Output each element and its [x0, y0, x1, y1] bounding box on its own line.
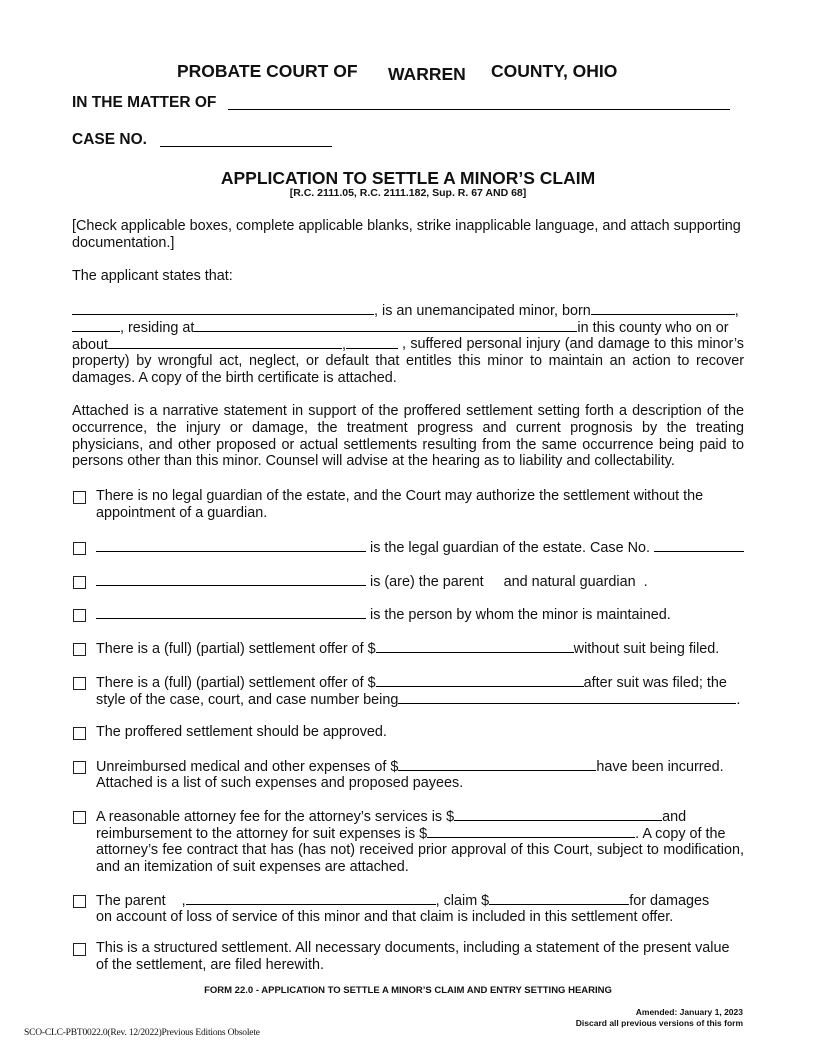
- offer-no-suit-amount-field[interactable]: [376, 640, 574, 653]
- page-title: APPLICATION TO SETTLE A MINOR’S CLAIM: [220, 168, 596, 188]
- footer-discard: Discard all previous versions of this form: [575, 1018, 743, 1028]
- checkbox-structured[interactable]: [73, 943, 86, 956]
- guardian-case-number-field[interactable]: [654, 539, 744, 552]
- item-attorney-line1: A reasonable attorney fee for the attorney’s services is $ and: [96, 809, 687, 825]
- parent-claimant-field[interactable]: [186, 892, 436, 905]
- checkbox-parent[interactable]: [73, 576, 86, 589]
- item-medical-line1: Unreimbursed medical and other expenses of $ have been incurred.: [96, 759, 724, 775]
- parent-name-field[interactable]: [96, 573, 366, 586]
- court-heading: [177, 61, 358, 82]
- court-prefix: PROBATE COURT OF: [177, 61, 358, 81]
- court-suffix: COUNTY, OHIO: [491, 61, 618, 81]
- attorney-fee-field[interactable]: [454, 808, 662, 821]
- maintainer-name-field[interactable]: [96, 606, 366, 619]
- birth-year-field[interactable]: [72, 319, 120, 332]
- footer-amended: Amended: January 1, 2023: [635, 1007, 743, 1017]
- matter-name-field[interactable]: [228, 109, 730, 110]
- offer-suit-amount-field[interactable]: [376, 674, 584, 687]
- checkbox-offer-suit[interactable]: [73, 677, 86, 690]
- minor-line-1: , is an unemancipated minor, born ,: [72, 302, 744, 320]
- medical-expense-field[interactable]: [398, 758, 596, 771]
- item-offer-suit-line1: There is a (full) (partial) settlement offer of $ after suit was filed; the: [96, 675, 727, 691]
- case-number-field[interactable]: [160, 146, 332, 147]
- county-name[interactable]: WARREN: [388, 64, 466, 84]
- checkbox-legal-guardian[interactable]: [73, 542, 86, 555]
- footer-form-code: SCO-CLC-PBT0022.0(Rev. 12/2022)Previous Editions Obsolete: [24, 1028, 260, 1038]
- item-attorney-line2: reimbursement to the attorney for suit expenses is $ . A copy of the: [96, 826, 726, 842]
- minor-line-3: about ,: [72, 336, 744, 354]
- item-parent: is (are) the parent and natural guardian .: [96, 573, 744, 591]
- minor-paragraph-rest: , suffered personal injury (and damage to this minor’s property) by wrongful act, neglect, or default that entitles this minor to maintain an action to recover damages. A copy of the birth certificate is attached.: [72, 336, 744, 386]
- statute-reference: [R.C. 2111.05, R.C. 2111.182, Sup. R. 67 AND 68]: [289, 187, 527, 199]
- item-maintained: is the person by whom the minor is maintained.: [96, 606, 744, 624]
- case-style-field[interactable]: [398, 691, 736, 704]
- item-attorney-rest: attorney’s fee contract that has (has not) received prior approval of this Court, subject to modification, and an itemization of suit expenses are attached.: [96, 842, 744, 875]
- suit-expense-field[interactable]: [427, 825, 635, 838]
- narrative-paragraph: Attached is a narrative statement in support of the proffered settlement setting forth a description of the occurrence, the injury or damage, the treatment progress and current prognosis by the treating physicians, and other proposed or actual settlements resulting from the same occurrence being paid to persons other than this minor. Counsel will advise at the hearing as to liability and collectability.: [72, 403, 744, 470]
- guardian-name-field[interactable]: [96, 539, 366, 552]
- item-offer-no-suit: There is a (full) (partial) settlement offer of $ without suit being filed.: [96, 641, 720, 657]
- birth-date-field[interactable]: [591, 302, 735, 315]
- matter-label: IN THE MATTER OF: [72, 94, 217, 111]
- checkbox-no-guardian[interactable]: [73, 491, 86, 504]
- checkbox-attorney[interactable]: [73, 811, 86, 824]
- checkbox-medical[interactable]: [73, 761, 86, 774]
- instructions: [Check applicable boxes, complete applicable blanks, strike inapplicable language, and attach supporting documentation.]: [72, 218, 741, 251]
- checkbox-approved[interactable]: [73, 727, 86, 740]
- item-medical-line2: Attached is a list of such expenses and proposed payees.: [96, 775, 464, 791]
- case-label: CASE NO.: [72, 131, 147, 148]
- checkbox-parent-claim[interactable]: [73, 895, 86, 908]
- item-structured: This is a structured settlement. All necessary documents, including a statement of the present value of the settlement, are filed herewith.: [96, 940, 730, 973]
- minor-line-2: , residing at in this county who on or: [72, 319, 744, 337]
- checkbox-offer-no-suit[interactable]: [73, 643, 86, 656]
- parent-claim-amount-field[interactable]: [489, 892, 629, 905]
- item-legal-guardian: is the legal guardian of the estate. Case No.: [96, 539, 744, 557]
- item-parent-claim-line1: The parent , , claim $ for damages: [96, 893, 710, 909]
- item-offer-suit-line2: style of the case, court, and case number being .: [96, 692, 741, 708]
- minor-name-field[interactable]: [72, 302, 374, 315]
- checkbox-maintained[interactable]: [73, 609, 86, 622]
- item-parent-claim-line2: on account of loss of service of this minor and that claim is included in this settlement offer.: [96, 909, 674, 925]
- footer-form-title: FORM 22.0 - APPLICATION TO SETTLE A MINOR’S CLAIM AND ENTRY SETTING HEARING: [204, 985, 612, 996]
- item-approved: The proffered settlement should be approved.: [96, 724, 387, 740]
- residence-field[interactable]: [194, 319, 577, 332]
- item-no-guardian: There is no legal guardian of the estate, and the Court may authorize the settlement without the appointment of a guardian.: [96, 488, 704, 521]
- intro-statement: The applicant states that:: [72, 268, 233, 284]
